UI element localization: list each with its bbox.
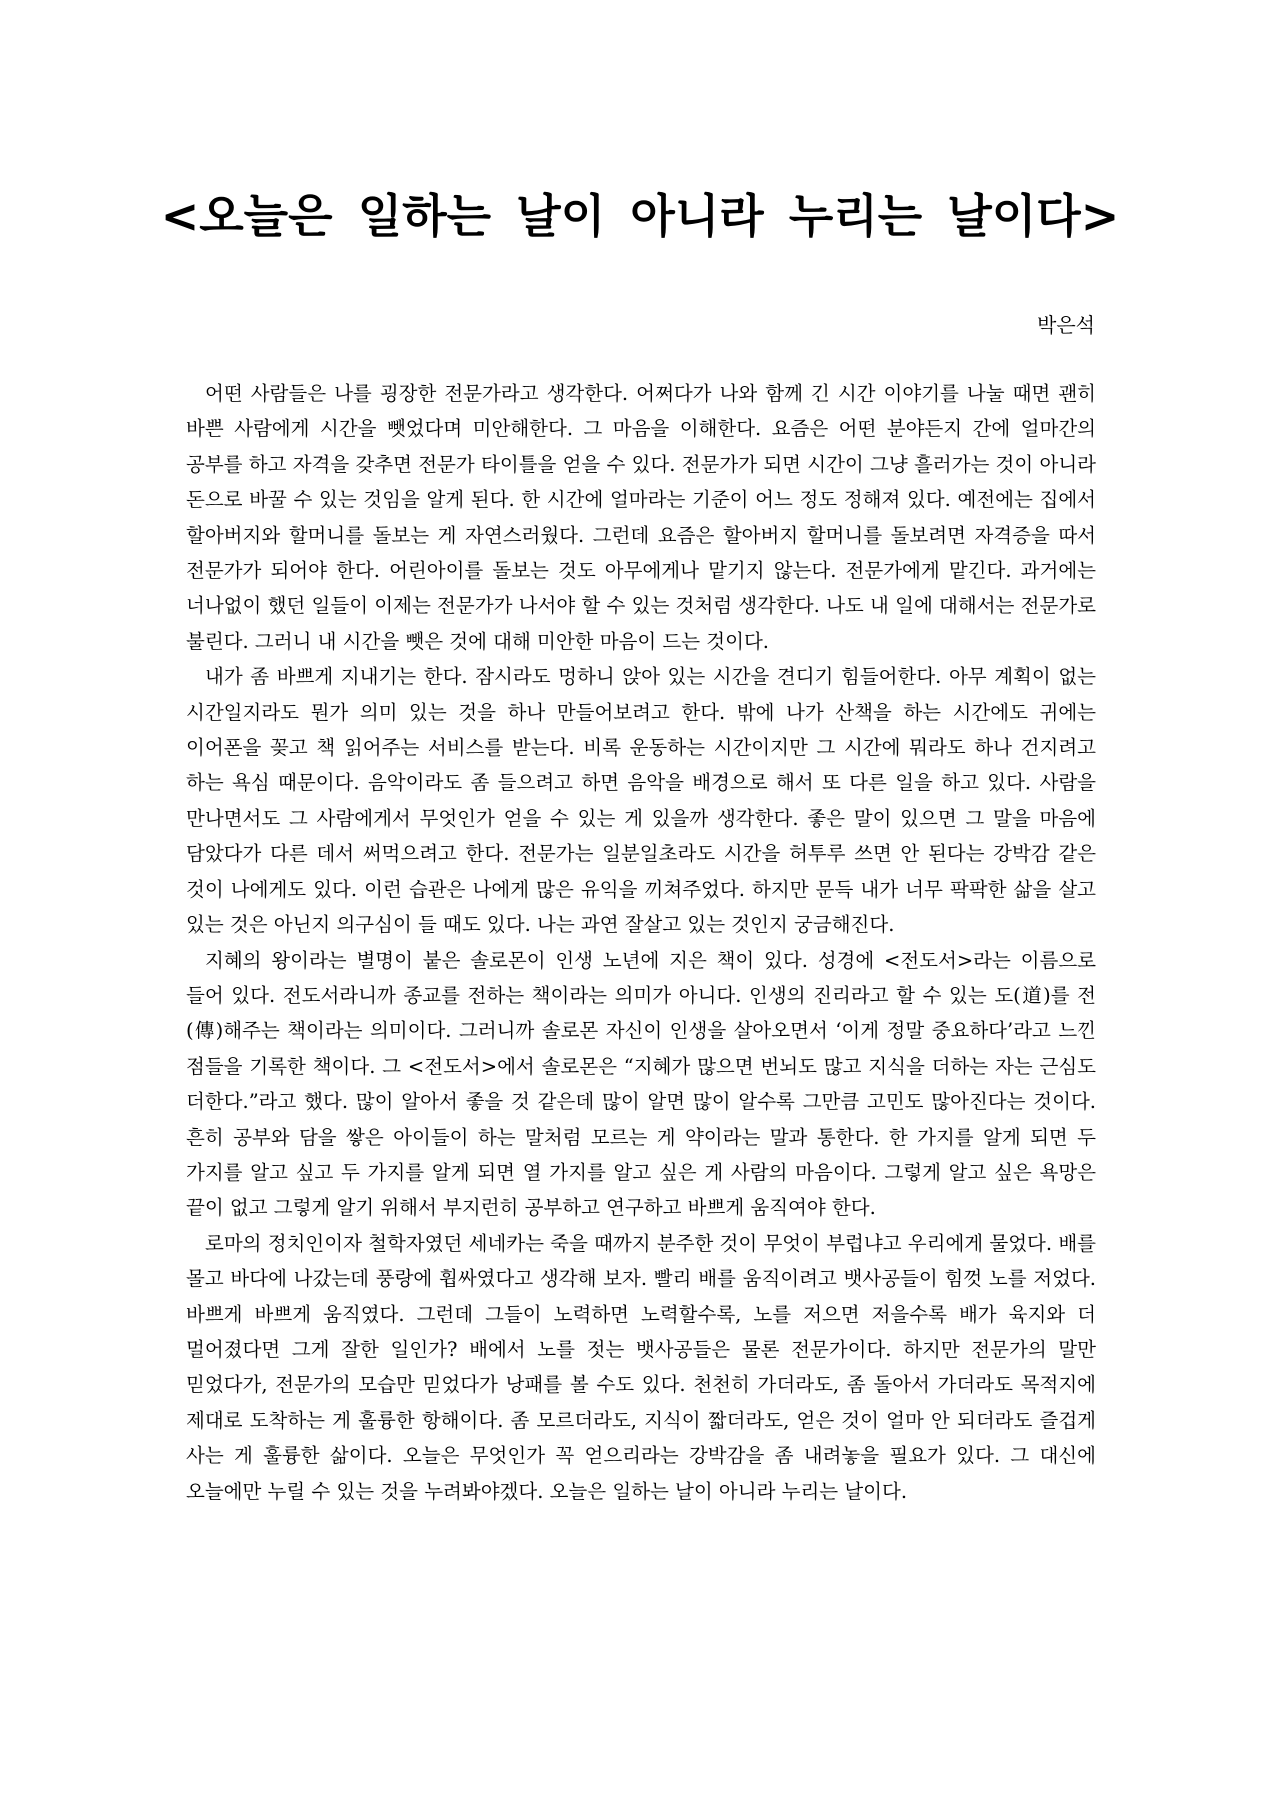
document-body: [186, 376, 1096, 1509]
paragraph: 내가 좀 바쁘게 지내기는 한다. 잠시라도 멍하니 앉아 있는 시간을 견디기 힘들어한다. 아무 계획이 없는 시간일지라도 뭔가 의미 있는 것을 하나 만들어보려고 한다. 밖에 나가 산책을 하는 시간에도 귀에는 이어폰을 꽂고 책 읽어주는 서비스를 받는다. 비록 운동하는 시간이지만 그 시간에 뭐라도 하나 건지려고 하는 욕심 때문이다. 음악이라도 좀 들으려고 하면 음악을 배경으로 해서 또 다른 일을 하고 있다. 사람을 만나면서도 그 사람에게서 무엇인가 얻을 수 있는 게 있을까 생각한다. 좋은 말이 있으면 그 말을 마음에 담았다가 다른 데서 써먹으려고 한다. 전문가는 일분일초라도 시간을 허투루 쓰면 안 된다는 강박감 같은 것이 나에게도 있다. 이런 습관은 나에게 많은 유익을 끼쳐주었다. 하지만 문득 내가 너무 팍팍한 삶을 살고 있는 것은 아닌지 의구심이 들 때도 있다. 나는 과연 잘살고 있는 것인지 궁금해진다.: [186, 665, 1096, 937]
paragraph: 어떤 사람들은 나를 굉장한 전문가라고 생각한다. 어쩌다가 나와 함께 긴 시간 이야기를 나눌 때면 괜히 바쁜 사람에게 시간을 뺏었다며 미안해한다. 그 마음을 이해한다. 요즘은 어떤 분야든지 간에 얼마간의 공부를 하고 자격을 갖추면 전문가 타이틀을 얻을 수 있다. 전문가가 되면 시간이 그냥 흘러가는 것이 아니라 돈으로 바꿀 수 있는 것임을 알게 된다. 한 시간에 얼마라는 기준이 어느 정도 정해져 있다. 예전에는 집에서 할아버지와 할머니를 돌보는 게 자연스러웠다. 그런데 요즘은 할아버지 할머니를 돌보려면 자격증을 따서 전문가가 되어야 한다. 어린아이를 돌보는 것도 아무에게나 맡기지 않는다. 전문가에게 맡긴다. 과거에는 너나없이 했던 일들이 이제는 전문가가 나서야 할 수 있는 것처럼 생각한다. 나도 내 일에 대해서는 전문가로 불린다. 그러니 내 시간을 뺏은 것에 대해 미안한 마음이 드는 것이다.: [186, 382, 1096, 653]
paragraph: 지혜의 왕이라는 별명이 붙은 솔로몬이 인생 노년에 지은 책이 있다. 성경에 <전도서>라는 이름으로 들어 있다. 전도서라니까 종교를 전하는 책이라는 의미가 아니다. 인생의 진리라고 할 수 있는 도(道)를 전(傳)해주는 책이라는 의미이다. 그러니까 솔로몬 자신이 인생을 살아오면서 ‘이게 정말 중요하다’라고 느낀 점들을 기록한 책이다. 그 <전도서>에서 솔로몬은 “지혜가 많으면 번뇌도 많고 지식을 더하는 자는 근심도 더한다.”라고 했다. 많이 알아서 좋을 것 같은데 많이 알면 많이 알수록 그만큼 고민도 많아진다는 것이다. 흔히 공부와 담을 쌓은 아이들이 하는 말처럼 모르는 게 약이라는 말과 통한다. 한 가지를 알게 되면 두 가지를 알고 싶고 두 가지를 알게 되면 열 가지를 알고 싶은 게 사람의 마음이다. 그렇게 알고 싶은 욕망은 끝이 없고 그렇게 알기 위해서 부지런히 공부하고 연구하고 바쁘게 움직여야 한다.: [186, 948, 1096, 1220]
paragraph: 로마의 정치인이자 철학자였던 세네카는 죽을 때까지 분주한 것이 무엇이 부럽냐고 우리에게 물었다. 배를 몰고 바다에 나갔는데 풍랑에 휩싸였다고 생각해 보자. 빨리 배를 움직이려고 뱃사공들이 힘껏 노를 저었다. 바쁘게 바쁘게 움직였다. 그런데 그들이 노력하면 노력할수록, 노를 저으면 저을수록 배가 육지와 더 멀어졌다면 그게 잘한 일인가? 배에서 노를 젓는 뱃사공들은 물론 전문가이다. 하지만 전문가의 말만 믿었다가, 전문가의 모습만 믿었다가 낭패를 볼 수도 있다. 천천히 가더라도, 좀 돌아서 가더라도 목적지에 제대로 도착하는 게 훌륭한 항해이다. 좀 모르더라도, 지식이 짧더라도, 얻은 것이 얼마 안 되더라도 즐겁게 사는 게 훌륭한 삶이다. 오늘은 무엇인가 꼭 얻으리라는 강박감을 좀 내려놓을 필요가 있다. 그 대신에 오늘에만 누릴 수 있는 것을 누려봐야겠다. 오늘은 일하는 날이 아니라 누리는 날이다.: [186, 1231, 1096, 1503]
document-title: <오늘은 일하는 날이 아니라 누리는 날이다>: [160, 189, 1120, 243]
author-name: 박은석: [1037, 313, 1095, 337]
